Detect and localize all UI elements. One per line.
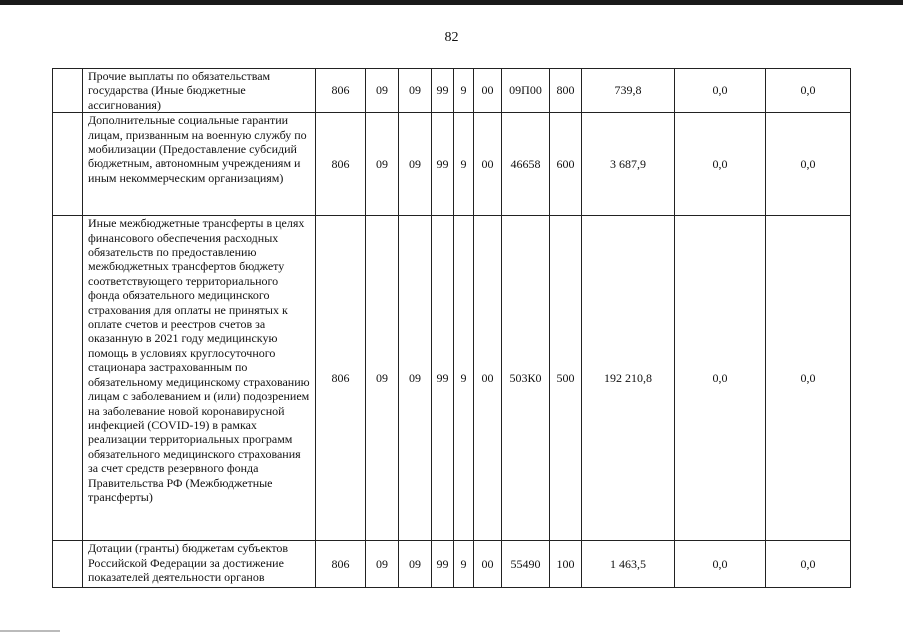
subsection-cell: 09 [399, 541, 432, 588]
table-row [53, 69, 851, 113]
program-cell: 99 [432, 69, 454, 113]
budget-table [52, 68, 851, 588]
section-cell: 09 [366, 216, 399, 541]
amount-1-cell: 3 687,9 [582, 113, 675, 216]
row-index-cell [53, 541, 83, 588]
main-event-cell: 00 [474, 541, 502, 588]
row-index-cell [53, 69, 83, 113]
main-event-cell: 00 [474, 216, 502, 541]
amount-2-cell: 0,0 [675, 541, 766, 588]
direction-code-cell: 503К0 [502, 216, 550, 541]
description-cell: Дотации (гранты) бюджетам субъектов Российской Федерации за достижение показателей деятельности органов [83, 541, 316, 588]
amount-3-cell: 0,0 [766, 216, 851, 541]
subprogram-cell: 9 [454, 216, 474, 541]
main-event-cell: 00 [474, 69, 502, 113]
expense-type-cell: 100 [550, 541, 582, 588]
amount-3-cell: 0,0 [766, 113, 851, 216]
subprogram-cell: 9 [454, 541, 474, 588]
section-cell: 09 [366, 113, 399, 216]
subprogram-cell: 9 [454, 113, 474, 216]
direction-code-cell: 09П00 [502, 69, 550, 113]
ministry-code-cell: 806 [316, 69, 366, 113]
amount-2-cell: 0,0 [675, 216, 766, 541]
table-row [53, 216, 851, 541]
program-cell: 99 [432, 541, 454, 588]
amount-3-cell: 0,0 [766, 69, 851, 113]
page-number: 82 [444, 30, 459, 45]
main-event-cell: 00 [474, 113, 502, 216]
expense-type-cell: 500 [550, 216, 582, 541]
expense-type-cell: 800 [550, 69, 582, 113]
ministry-code-cell: 806 [316, 113, 366, 216]
table-row [53, 113, 851, 216]
amount-1-cell: 192 210,8 [582, 216, 675, 541]
program-cell: 99 [432, 113, 454, 216]
subsection-cell: 09 [399, 69, 432, 113]
table-row [53, 541, 851, 588]
amount-2-cell: 0,0 [675, 69, 766, 113]
row-index-cell [53, 216, 83, 541]
top-border-rule [0, 0, 903, 5]
amount-1-cell: 1 463,5 [582, 541, 675, 588]
ministry-code-cell: 806 [316, 541, 366, 588]
section-cell: 09 [366, 541, 399, 588]
subsection-cell: 09 [399, 216, 432, 541]
row-index-cell [53, 113, 83, 216]
amount-2-cell: 0,0 [675, 113, 766, 216]
program-cell: 99 [432, 216, 454, 541]
description-cell: Дополнительные социальные гарантии лицам, призванным на военную службу по мобилизации (Предоставление субсидий бюджетным, автономным учреждениям и иным некоммерческим организациям) [83, 113, 316, 216]
section-cell: 09 [366, 69, 399, 113]
description-cell: Иные межбюджетные трансферты в целях финансового обеспечения расходных обязательств по предоставлению межбюджетных трансфертов бюджету соответствующего территориального фонда обязательного медицинского страхования для оплаты не принятых к оплате счетов и реестров счетов за оказанную в 2021 году медицинскую помощь в условиях круглосуточного стационара застрахованным по обязательному медицинскому страхованию лицам с заболеванием и (или) подозрением на заболевание новой коронавирусной инфекцией (COVID-19) в рамках реализации территориальных программ обязательного медицинского страхования за счет средств резервного фонда Правительства РФ (Межбюджетные трансферты) [83, 216, 316, 541]
scan-artifact-line [0, 630, 60, 632]
amount-1-cell: 739,8 [582, 69, 675, 113]
expense-type-cell: 600 [550, 113, 582, 216]
subprogram-cell: 9 [454, 69, 474, 113]
direction-code-cell: 46658 [502, 113, 550, 216]
direction-code-cell: 55490 [502, 541, 550, 588]
ministry-code-cell: 806 [316, 216, 366, 541]
subsection-cell: 09 [399, 113, 432, 216]
amount-3-cell: 0,0 [766, 541, 851, 588]
description-cell: Прочие выплаты по обязательствам государства (Иные бюджетные ассигнования) [83, 69, 316, 113]
